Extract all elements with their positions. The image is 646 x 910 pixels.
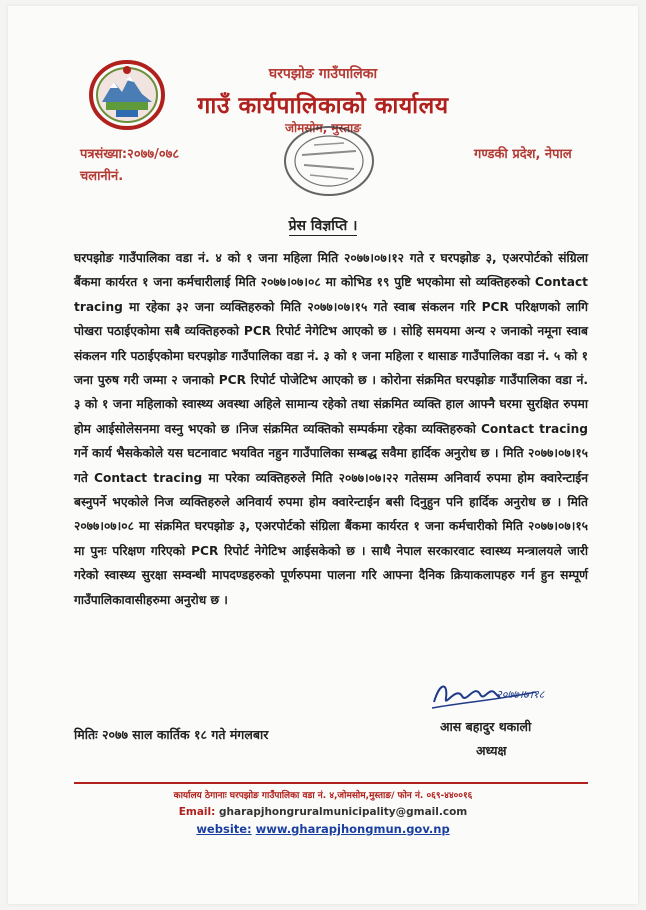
office-location: जोमसोम, मुस्ताङ (285, 121, 361, 135)
issue-date: मितिः २०७७ साल कार्तिक १८ गते मंगलबार (74, 727, 269, 742)
office-name: गाउँ कार्यपालिकाको कार्यालय (197, 93, 449, 119)
province-label: गण्डकी प्रदेश, नेपाल (474, 147, 572, 162)
dispatch-number: चलानीनं. (80, 169, 124, 184)
municipality-name: घरपझोङ गाउँपालिका (268, 66, 378, 82)
website-label: website: (196, 822, 252, 836)
email-label: Email: (178, 806, 216, 818)
footer-email (8, 806, 638, 818)
footer-divider (74, 782, 588, 784)
email-address[interactable]: gharapjhongruralmunicipality@gmail.com (219, 806, 468, 818)
letter-page (8, 6, 638, 904)
footer-website (8, 822, 638, 836)
notice-body: घरपझोङ गाउँपालिका वडा नं. ४ को १ जना महिला मिति २०७७।०७।१२ गते र घरपझोङ ३, एअरपोर्टको संग्रिला बैंकमा कार्यरत १ जना कर्मचारीलाई मिति २०७७।०७।०८ मा कोभिड १९ पुष्टि भएकोमा सो व्यक्तिहरुको Contact tracing मा रहेका ३२ जना व्यक्तिहरुको मिति २०७७।०७।१५ गते स्वाब संकलन गरि PCR परिक्षणको लागि पोखरा पठाईएकोमा सबै व्यक्तिहरुको PCR रिपोर्ट नेगेटिभ आएको छ । सोहि समयमा अन्य २ जनाको नमूना स्वाब संकलन गरि पठाईएकोमा घरपझोङ गाउँपालिका वडा नं. ३ को १ जना महिला र थासाङ गाउँपालिका वडा नं. ५ को १ जना पुरुष गरी जम्मा २ जनाको PCR रिपोर्ट पोजेटिभ आएको छ । कोरोना संक्रमित घरपझोङ गाउँपालिका वडा नं. ३ को १ जना महिलाको स्वास्थ्य अवस्था अहिले सामान्य रहेको तथा संक्रमित व्यक्ति हाल आफ्नै घरमा सुरक्षित रुपमा होम आईसोलेसनमा वस्नु भएको छ ।निज संक्रमित व्यक्तिको सम्पर्कमा रहेका व्यक्तिहरुको Contact tracing गर्ने कार्य भैसकेकोले यस घटनावाट भयवित नहुन गाउँपालिका सम्बद्ध सवैमा हार्दिक अनुरोध छ । मिति २०७७।०७।१५ गते Contact tracing मा परेका व्यक्तिहरुले मिति २०७७।०७।२२ गतेसम्म अनिवार्य रुपमा होम क्वारेन्टाईन बस्नुपर्ने भएकोले निज व्यक्तिहरुले अनिवार्य रुपमा होम क्वारेन्टाईन बसी दिनुहुन पनि हार्दिक अनुरोध छ । मिति २०७७।०७।०८ मा संक्रमित घरपझोङ ३, एअरपोर्टको संग्रिला बैंकमा कार्यरत १ जना कर्मचारीको मिति २०७७।०७।१५ मा पुनः परिक्षण गरिएको PCR रिपोर्ट नेगेटिभ आईसकेको छ । साथै नेपाल सरकारवाट स्वास्थ्य मन्त्रालयले जारी गरेको स्वास्थ्य सुरक्षा सम्वन्धी मापदण्डहरुको पूर्णरुपमा पालना गरि आफ्ना दैनिक क्रियाकलापहरु गर्न हुन सम्पूर्ण गाउँपालिकावासीहरुमा अनुरोध छ । (74, 251, 588, 607)
website-link[interactable]: www.gharapjhongmun.gov.np (255, 822, 450, 836)
signature-date: २०७७।७।१८ (496, 688, 545, 701)
footer-address: कार्यालय ठेगानाः घरपझोङ गाउँपालिका वडा नं. ४,जोमसोम,मुस्ताङ/ फोन नं. ०६९-४४००१६ (173, 791, 473, 801)
signer-title: अध्यक्ष (476, 743, 507, 758)
handwritten-signature-icon (426, 672, 576, 716)
reference-number: पत्रसंख्या:२०७७/०७८ (80, 147, 180, 162)
office-stamp-icon (280, 121, 378, 201)
notice-title: प्रेस विज्ञप्ति । (288, 218, 358, 234)
signer-name: आस बहादुर थकाली (440, 719, 532, 734)
